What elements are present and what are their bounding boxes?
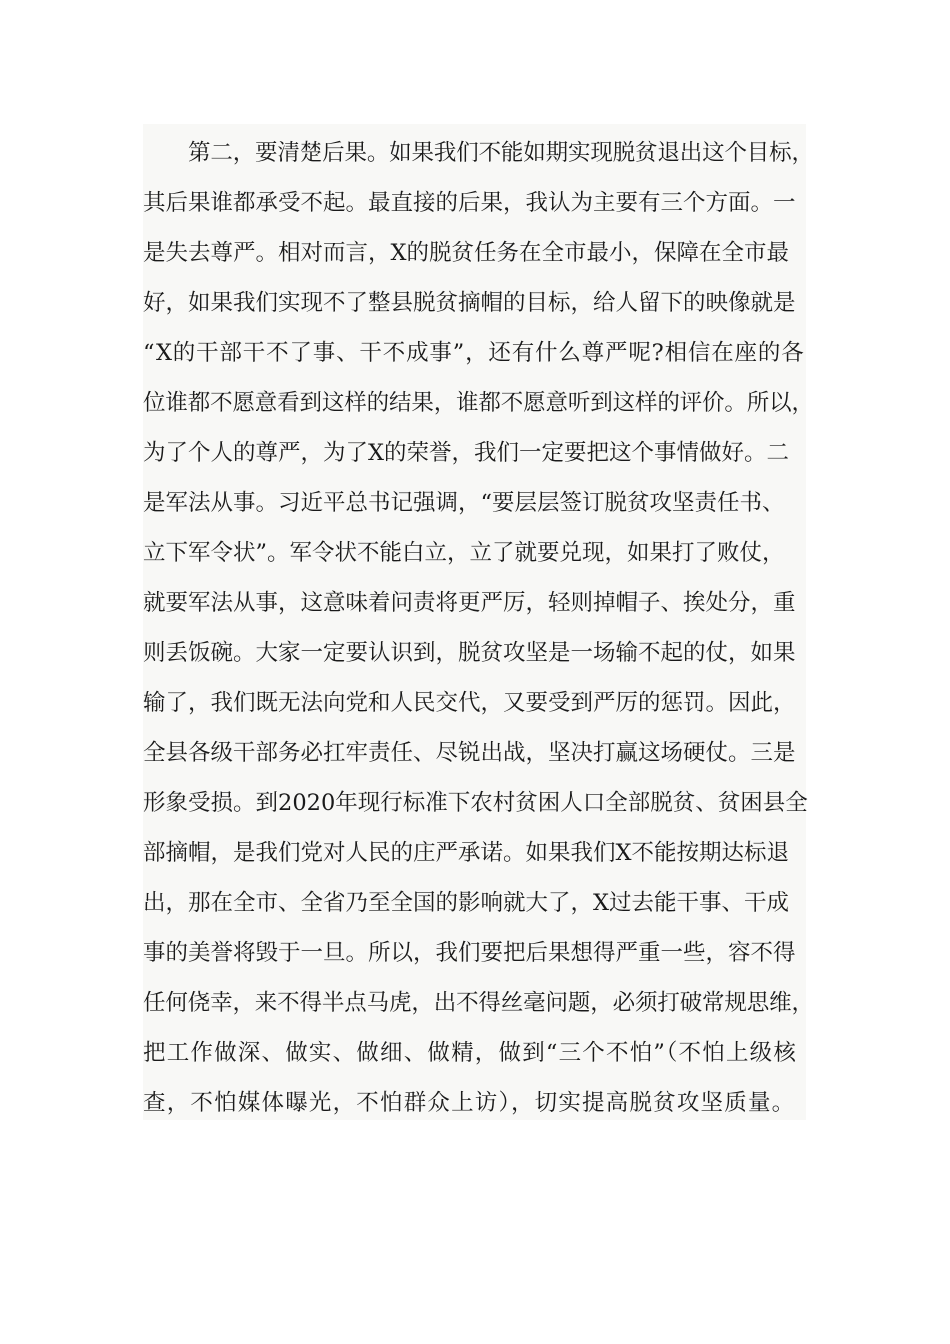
paragraph-line-17: 事的美誉将毁于一旦。所以，我们要把后果想得严重一些，容不得 <box>143 940 796 966</box>
paragraph-line-20: 查，不怕媒体曝光，不怕群众上访），切实提高脱贫攻坚质量。 <box>143 1090 796 1116</box>
paragraph-line-4: 好，如果我们实现不了整县脱贫摘帽的目标，给人留下的映像就是 <box>143 290 796 316</box>
paragraph-line-16: 出，那在全市、全省乃至全国的影响就大了，X过去能干事、干成 <box>143 890 790 916</box>
paragraph-line-11: 则丢饭碗。大家一定要认识到，脱贫攻坚是一场输不起的仗，如果 <box>143 640 796 666</box>
paragraph-line-18: 任何侥幸，来不得半点马虎，出不得丝毫问题，必须打破常规思维， <box>143 990 814 1016</box>
paragraph-line-8: 是军法从事。习近平总书记强调，“要层层签订脱贫攻坚责任书、 <box>143 490 785 516</box>
paragraph-line-5: “X的干部干不了事、干不成事”，还有什么尊严呢?相信在座的各 <box>143 340 805 366</box>
paragraph-line-9: 立下军令状”。军令状不能白立，立了就要兑现，如果打了败仗， <box>143 540 785 566</box>
paragraph-line-14: 形象受损。到2020年现行标准下农村贫困人口全部脱贫、贫困县全 <box>143 790 808 816</box>
paragraph-line-15: 部摘帽，是我们党对人民的庄严承诺。如果我们X不能按期达标退 <box>143 840 790 866</box>
paragraph-line-12: 输了，我们既无法向党和人民交代，又要受到严厉的惩罚。因此， <box>143 690 796 716</box>
paragraph-line-6: 位谁都不愿意看到这样的结果，谁都不愿意听到这样的评价。所以， <box>143 390 814 416</box>
paragraph-line-13: 全县各级干部务必扛牢责任、尽锐出战，坚决打赢这场硬仗。三是 <box>143 740 796 766</box>
paragraph-line-2: 其后果谁都承受不起。最直接的后果，我认为主要有三个方面。一 <box>143 190 796 216</box>
body-paragraph <box>143 124 814 1120</box>
paragraph-line-1: 第二，要清楚后果。如果我们不能如期实现脱贫退出这个目标， <box>188 140 814 166</box>
paragraph-line-19: 把工作做深、做实、做细、做精，做到“三个不怕”（不怕上级核 <box>143 1040 798 1066</box>
paragraph-line-7: 为了个人的尊严，为了X的荣誉，我们一定要把这个事情做好。二 <box>143 440 790 466</box>
paragraph-line-10: 就要军法从事，这意味着问责将更严厉，轻则掉帽子、挨处分，重 <box>143 590 796 616</box>
paragraph-line-3: 是失去尊严。相对而言，X的脱贫任务在全市最小，保障在全市最 <box>143 240 790 266</box>
